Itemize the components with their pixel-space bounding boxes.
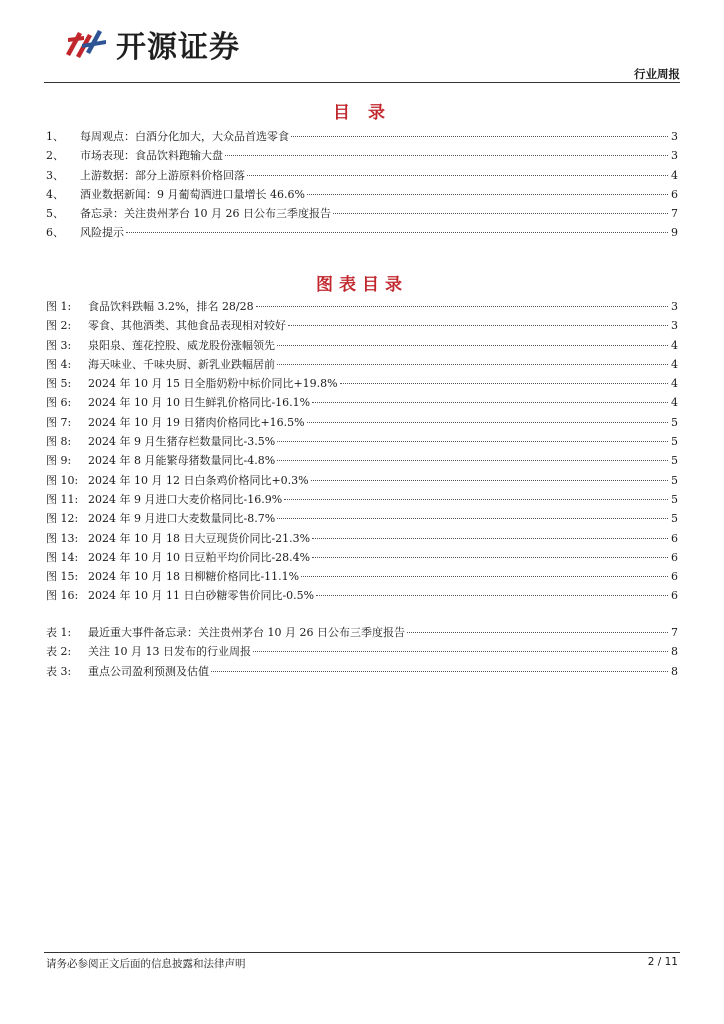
toc-entry-number: 1、	[46, 130, 64, 143]
dot-leader	[340, 383, 668, 384]
figure-entry-label: 泉阳泉、莲花控股、威龙股份涨幅领先	[88, 338, 275, 352]
figures-list	[46, 298, 678, 607]
figure-entry-page: 5	[671, 473, 678, 487]
logo-mark-icon	[62, 24, 110, 64]
toc-entry-number: 6、	[46, 226, 64, 240]
footer-divider	[44, 952, 680, 953]
dot-leader	[312, 402, 668, 403]
toc-list	[46, 128, 678, 244]
figure-entry[interactable]	[46, 337, 678, 356]
figure-entry-label: 2024 年 10 月 18 日大豆现货价同比-21.3%	[88, 531, 311, 545]
toc-entry-page: 3	[671, 149, 678, 163]
table-entry-number: 表 3:	[46, 664, 72, 678]
toc-title: 目 录	[333, 103, 391, 123]
toc-entry-label: 酒业数据新闻：9 月葡萄酒进口量增长 46.6%	[80, 187, 305, 201]
page-number: 2 / 11	[647, 956, 678, 968]
toc-entry-page: 4	[671, 168, 678, 182]
table-entry-label: 重点公司盈利预测及估值	[88, 664, 209, 678]
table-entry-number: 表 1:	[46, 626, 72, 639]
toc-entry-label: 备忘录：关注贵州茅台 10 月 26 日公布三季度报告	[80, 207, 331, 221]
figure-entry[interactable]	[46, 394, 678, 413]
toc-entry-label: 上游数据：部分上游原料价格回落	[80, 168, 245, 182]
figure-entry-page: 6	[671, 531, 678, 545]
figure-entry[interactable]	[46, 549, 678, 568]
toc-entry[interactable]	[46, 186, 678, 205]
dot-leader	[307, 422, 668, 423]
figure-entry-label: 2024 年 9 月进口大麦价格同比-16.9%	[88, 492, 283, 506]
dot-leader	[277, 364, 668, 365]
figure-entry-page: 5	[671, 435, 678, 449]
figure-entry-label: 2024 年 9 月生猪存栏数量同比-3.5%	[88, 435, 276, 449]
figure-entry-number: 图 16:	[46, 589, 79, 603]
toc-entry-page: 3	[671, 130, 678, 143]
figure-entry-page: 4	[671, 396, 678, 410]
figure-entry-page: 5	[671, 454, 678, 468]
figure-entry-number: 图 9:	[46, 454, 72, 468]
figure-entry[interactable]	[46, 452, 678, 471]
toc-entry[interactable]	[46, 167, 678, 186]
figure-entry[interactable]	[46, 587, 678, 606]
figure-entry-number: 图 5:	[46, 377, 72, 391]
toc-entry-page: 9	[671, 226, 678, 240]
table-entry-page: 8	[671, 664, 678, 678]
figure-entry-number: 图 10:	[46, 473, 79, 487]
toc-entry-page: 7	[671, 207, 678, 221]
figure-entry-label: 食品饮料跌幅 3.2%，排名 28/28	[88, 300, 254, 313]
dot-leader	[333, 213, 668, 214]
figure-entry-number: 图 4:	[46, 357, 72, 371]
toc-entry[interactable]	[46, 128, 678, 147]
figure-entry-page: 6	[671, 589, 678, 603]
table-entry-label: 最近重大事件备忘录：关注贵州茅台 10 月 26 日公布三季度报告	[88, 626, 405, 639]
toc-entry[interactable]	[46, 224, 678, 243]
figure-entry-page: 5	[671, 415, 678, 429]
dot-leader	[247, 175, 668, 176]
dot-leader	[253, 651, 668, 652]
figure-entry-label: 2024 年 10 月 10 日豆粕平均价同比-28.4%	[88, 550, 311, 564]
dot-leader	[277, 518, 668, 519]
toc-entry[interactable]	[46, 147, 678, 166]
figure-entry-number: 图 12:	[46, 512, 79, 526]
figure-entry-label: 2024 年 10 月 18 日柳糖价格同比-11.1%	[88, 570, 300, 584]
dot-leader	[316, 595, 668, 596]
toc-entry-number: 4、	[46, 187, 64, 201]
header-divider	[44, 82, 680, 83]
toc-entry-number: 5、	[46, 207, 64, 221]
figure-entry-label: 零食、其他酒类、其他食品表现相对较好	[88, 319, 286, 333]
figure-entry-number: 图 14:	[46, 550, 79, 564]
dot-leader	[277, 441, 668, 442]
figure-entry-number: 图 13:	[46, 531, 79, 545]
dot-leader	[291, 136, 668, 137]
dot-leader	[407, 632, 668, 633]
figure-entry[interactable]	[46, 375, 678, 394]
figure-entry-label: 2024 年 10 月 12 日白条鸡价格同比+0.3%	[88, 473, 309, 487]
figure-entry-page: 3	[671, 300, 678, 313]
figure-entry-number: 图 8:	[46, 435, 72, 449]
dot-leader	[277, 460, 668, 461]
figure-entry[interactable]	[46, 472, 678, 491]
figure-entry-number: 图 6:	[46, 396, 72, 410]
figure-entry-page: 4	[671, 377, 678, 391]
tables-list	[46, 624, 678, 682]
toc-entry-number: 3、	[46, 168, 64, 182]
dot-leader	[225, 155, 668, 156]
figure-entry[interactable]	[46, 317, 678, 336]
figures-title: 图表目录	[316, 275, 408, 295]
dot-leader	[307, 194, 668, 195]
figure-entry-page: 5	[671, 492, 678, 506]
table-entry-number: 表 2:	[46, 645, 72, 659]
figure-entry-label: 2024 年 10 月 19 日猪肉价格同比+16.5%	[88, 415, 305, 429]
figure-entry[interactable]	[46, 433, 678, 452]
dot-leader	[312, 557, 668, 558]
figure-entry-label: 2024 年 10 月 11 日白砂糖零售价同比-0.5%	[88, 589, 315, 603]
figure-entry[interactable]	[46, 414, 678, 433]
table-entry-label: 关注 10 月 13 日发布的行业周报	[88, 645, 251, 659]
dot-leader	[126, 232, 668, 233]
table-entry[interactable]	[46, 663, 678, 682]
figure-entry-label: 2024 年 8 月能繁母猪数量同比-4.8%	[88, 454, 276, 468]
figure-entry-page: 6	[671, 570, 678, 584]
figure-entry-page: 4	[671, 338, 678, 352]
dot-leader	[211, 671, 668, 672]
table-entry-page: 7	[671, 626, 678, 639]
figure-entry-number: 图 15:	[46, 570, 79, 584]
figure-entry[interactable]	[46, 530, 678, 549]
figure-entry-page: 5	[671, 512, 678, 526]
table-entry[interactable]	[46, 643, 678, 662]
toc-entry-label: 每周观点：白酒分化加大，大众品首选零食	[80, 130, 289, 143]
figure-entry-number: 图 1:	[46, 300, 72, 313]
toc-entry-number: 2、	[46, 149, 64, 163]
dot-leader	[284, 499, 668, 500]
figure-entry-page: 4	[671, 357, 678, 371]
table-entry-page: 8	[671, 645, 678, 659]
figure-entry-number: 图 3:	[46, 338, 72, 352]
figure-entry-number: 图 11:	[46, 492, 79, 506]
figure-entry-page: 3	[671, 319, 678, 333]
figure-entry[interactable]	[46, 356, 678, 375]
logo-text: 开源证券	[116, 30, 240, 65]
report-category: 行业周报	[634, 67, 680, 81]
toc-entry[interactable]	[46, 205, 678, 224]
figure-entry[interactable]	[46, 491, 678, 510]
figure-entry[interactable]	[46, 510, 678, 529]
toc-entry-label: 市场表现：食品饮料跑输大盘	[80, 149, 223, 163]
disclaimer-note: 请务必参阅正文后面的信息披露和法律声明	[46, 958, 246, 970]
toc-entry-label: 风险提示	[80, 226, 124, 240]
company-logo	[62, 22, 240, 66]
table-entry[interactable]	[46, 624, 678, 643]
figure-entry-label: 2024 年 9 月进口大麦数量同比-8.7%	[88, 512, 276, 526]
figure-entry-label: 2024 年 10 月 10 日生鲜乳价格同比-16.1%	[88, 396, 311, 410]
figure-entry[interactable]	[46, 298, 678, 317]
dot-leader	[312, 538, 668, 539]
toc-entry-page: 6	[671, 187, 678, 201]
figure-entry-number: 图 2:	[46, 319, 72, 333]
dot-leader	[311, 480, 668, 481]
dot-leader	[256, 306, 668, 307]
dot-leader	[288, 325, 668, 326]
figure-entry-page: 6	[671, 550, 678, 564]
figure-entry[interactable]	[46, 568, 678, 587]
dot-leader	[301, 576, 668, 577]
figure-entry-number: 图 7:	[46, 415, 72, 429]
dot-leader	[277, 345, 668, 346]
figure-entry-label: 海天味业、千味央厨、新乳业跌幅居前	[88, 357, 275, 371]
figure-entry-label: 2024 年 10 月 15 日全脂奶粉中标价同比+19.8%	[88, 377, 338, 391]
